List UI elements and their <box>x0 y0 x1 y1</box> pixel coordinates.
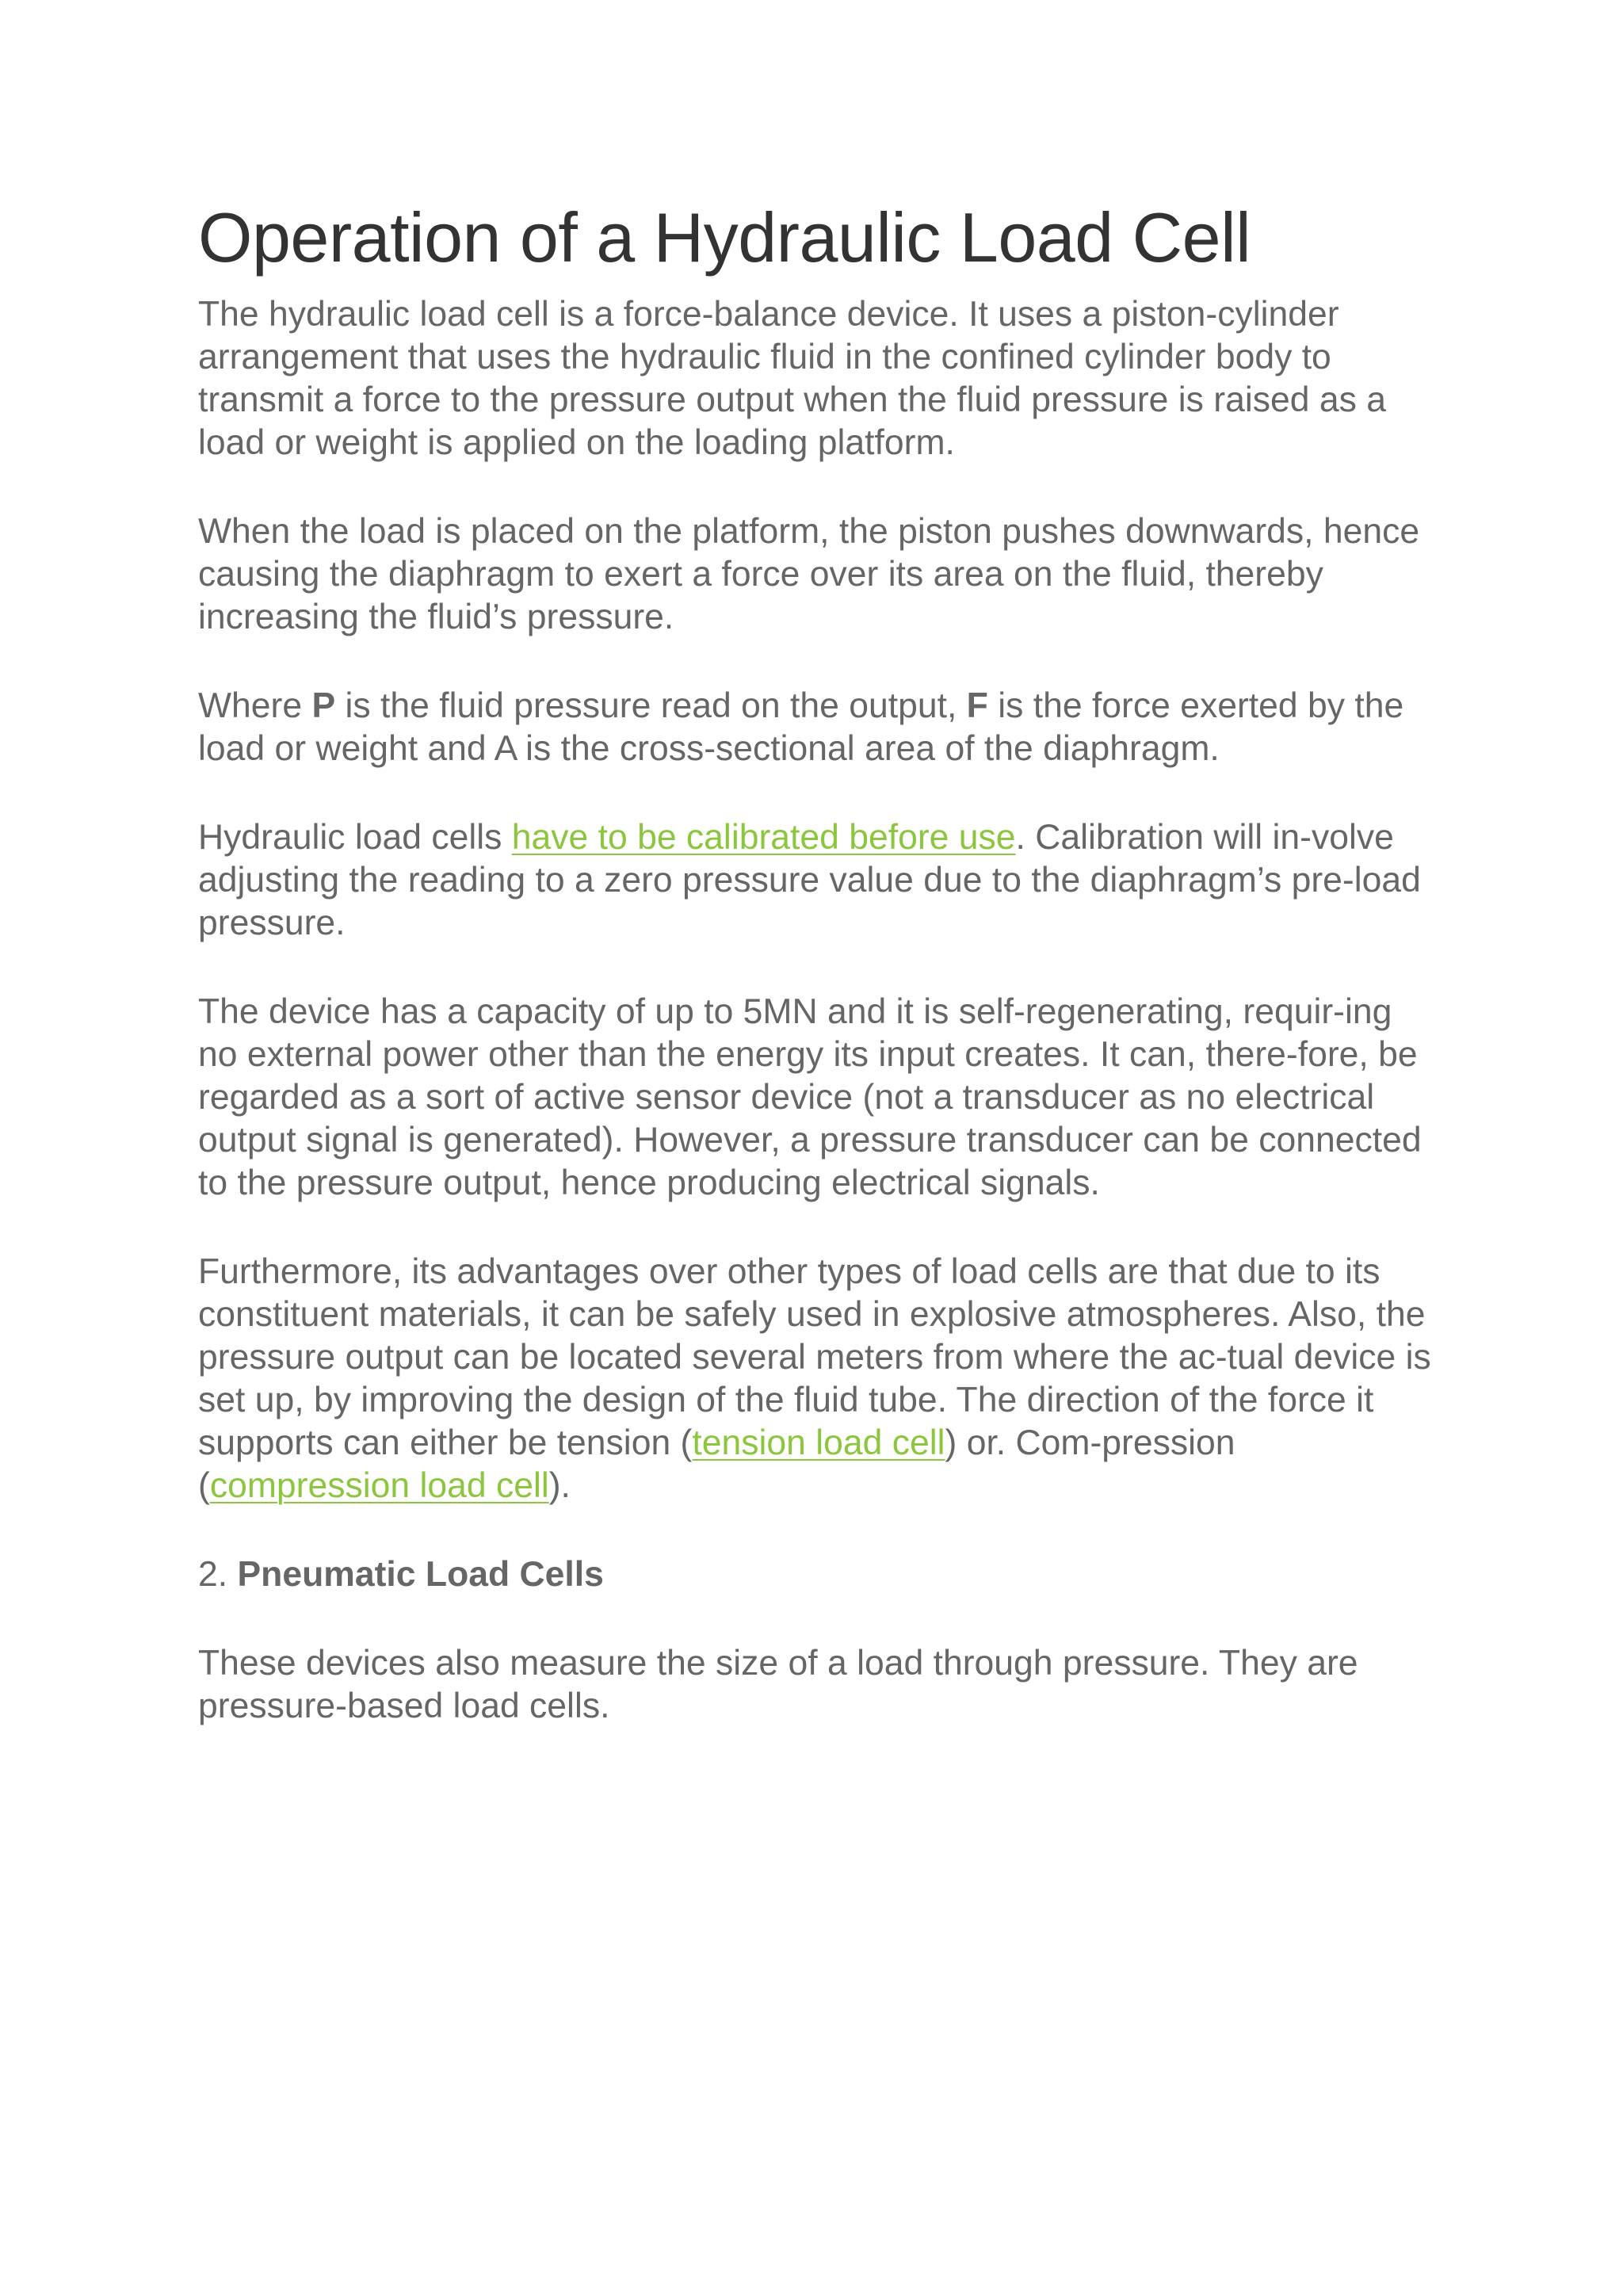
paragraph-calibration <box>198 816 1434 945</box>
paragraph-capacity: The device has a capacity of up to 5MN and it is self-regenerating, requir-ing no external power other than the energy its input creates. It can, there-fore, be regarded as a sort of active sensor device (not a transducer as no electrical output signal is generated). However, a pressure transducer can be connected to the pressure output, hence producing electrical signals. <box>198 992 1422 1202</box>
paragraph-intro: The hydraulic load cell is a force-balance device. It uses a piston-cylinder arrangement that uses the hydraulic fluid in the confined cylinder body to transmit a force to the pressure output when the fluid pressure is raised as a load or weight is applied on the loading platform. <box>198 295 1386 462</box>
text-segment: Furthermore, its advantages over other types of load cells are that due to its constituent materials, it can be safely used in explosive atmospheres. Also, the pressure output can be located several meters from where the ac-tual device is set up, by improving the design of the fluid tube. The direction of the force it supports can either be tension ( <box>198 1252 1431 1462</box>
text-segment: is the force exerted by the load or weight and A is the cross-sectional area of the diaphragm. <box>198 686 1404 768</box>
text-segment: Hydraulic load cells <box>198 818 512 857</box>
section-number: 2. <box>198 1555 238 1594</box>
document-page <box>198 198 1434 1774</box>
section-title: Pneumatic Load Cells <box>237 1555 604 1594</box>
text-segment: Where <box>198 686 312 725</box>
paragraph-pneumatic-intro: These devices also measure the size of a load through pressure. They are pressure-based load cells. <box>198 1644 1358 1725</box>
symbol-force: F <box>966 686 988 725</box>
paragraph-advantages <box>198 1251 1434 1507</box>
paragraph-load-placement: When the load is placed on the platform, the piston pushes downwards, hence causing the diaphragm to exert a force over its area on the fluid, thereby increasing the fluid’s pressure. <box>198 512 1420 636</box>
text-segment: ) or. Com-pression ( <box>198 1423 1235 1505</box>
calibration-link[interactable]: have to be calibrated before use <box>511 818 1016 857</box>
symbol-pressure: P <box>311 686 336 725</box>
compression-load-cell-link[interactable]: compression load cell <box>209 1466 549 1505</box>
page-title: Operation of a Hydraulic Load Cell <box>198 198 1251 277</box>
text-segment: . Calibration will in-volve adjusting the reading to a zero pressure value due to the diaphragm’s pre-load pressure. <box>198 818 1421 942</box>
paragraph-pressure-definition <box>198 685 1434 770</box>
section-heading-pneumatic <box>198 1553 1434 1596</box>
tension-load-cell-link[interactable]: tension load cell <box>692 1423 945 1462</box>
text-segment: ). <box>548 1466 571 1505</box>
text-segment: is the fluid pressure read on the output, <box>335 686 967 725</box>
